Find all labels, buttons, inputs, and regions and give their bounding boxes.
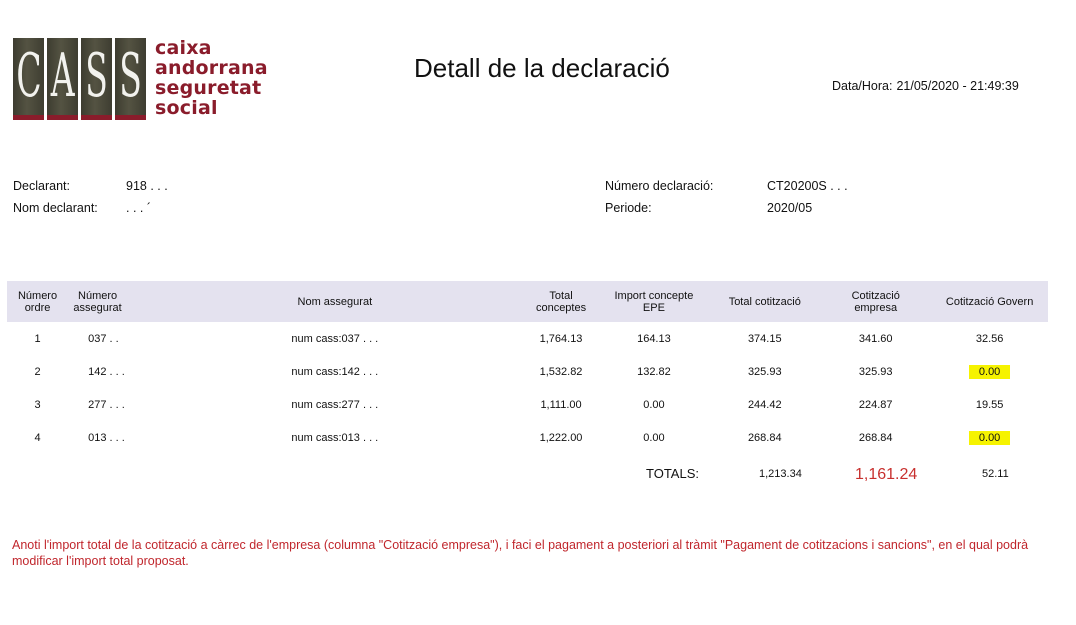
- cell-govern: [931, 421, 1048, 454]
- cell-empresa: 325.93: [858, 365, 893, 378]
- table-body: [7, 322, 1048, 454]
- nom-declarant-label: Nom declarant:: [13, 201, 98, 215]
- logo-line: andorrana: [155, 57, 268, 79]
- header-cotitzacio-empresa: [820, 281, 931, 322]
- logo-line: social: [155, 97, 218, 119]
- logo-tile: [81, 38, 112, 120]
- numero-declaracio-value: CT20200S . . .: [767, 179, 848, 193]
- table-header: [7, 281, 1048, 322]
- highlighted-value: 0.00: [969, 365, 1010, 379]
- cell-epe: 132.82: [637, 365, 671, 378]
- page-title: Detall de la declaració: [414, 53, 670, 83]
- totals-cotitzacio-govern: 52.11: [982, 468, 1009, 480]
- periode-label: Periode:: [605, 201, 652, 215]
- logo-letter: C: [15, 41, 42, 111]
- cell-ordre: 3: [34, 398, 41, 411]
- table-row: [7, 421, 1048, 454]
- declarant-value: 918 . . .: [126, 179, 168, 193]
- cell-total-conceptes: 1,532.82: [539, 365, 583, 378]
- cell-nom: num cass:037 . . .: [291, 332, 379, 345]
- logo-letter: S: [85, 41, 108, 111]
- cell-govern: 19.55: [975, 398, 1004, 411]
- cell-ordre: 4: [34, 431, 41, 444]
- table-header-row: [7, 281, 1048, 322]
- cell-numero: 142 . . .: [88, 365, 125, 378]
- totals-total-cotitzacio: 1,213.34: [759, 468, 802, 480]
- header-text: ordre: [24, 301, 51, 314]
- header-total-conceptes: Total conceptes: [535, 289, 587, 314]
- cell-govern: 32.56: [975, 332, 1004, 345]
- cell-ordre: 1: [34, 332, 41, 345]
- numero-declaracio-row: [605, 179, 848, 201]
- totals-cotitzacio-empresa: 1,161.24: [855, 466, 918, 483]
- cell-numero: 037 . .: [88, 332, 119, 345]
- cell-total-cot: 244.42: [747, 398, 782, 411]
- cell-epe: 164.13: [637, 332, 671, 345]
- header-total-cotitzacio: Total cotització: [728, 295, 801, 308]
- periode-row: [605, 201, 848, 223]
- cell-total-cot: 268.84: [747, 431, 782, 444]
- declarant-row: [13, 179, 168, 201]
- cell-total-conceptes: 1,111.00: [540, 398, 582, 411]
- logo-letter: S: [119, 41, 142, 111]
- header-text: Número: [17, 289, 58, 302]
- header-numero-assegurat: [68, 281, 146, 322]
- declaration-table: [7, 281, 1048, 454]
- logo-tile: [115, 38, 146, 120]
- datetime: [832, 79, 1019, 93]
- cell-empresa: 268.84: [858, 431, 893, 444]
- logo-tile: [13, 38, 44, 120]
- header-cotitzacio-govern: Cotització Govern: [945, 295, 1034, 308]
- cell-numero: 277 . . .: [88, 398, 125, 411]
- header-numero-ordre: [7, 281, 68, 322]
- payment-note: Anoti l'import total de la cotització a càrrec de l'empresa (columna "Cotització empresa"), i faci el pagament a posteriori al tràmit "Pagament de cotitzacions i sancions", en el qual podrà modificar l'import total proposat.: [12, 538, 1029, 568]
- cell-ordre: 2: [34, 365, 41, 378]
- highlighted-value: 0.00: [969, 431, 1010, 445]
- header-text: Import concepte: [614, 289, 694, 302]
- header-import-epe: [599, 281, 710, 322]
- periode-value: 2020/05: [767, 201, 813, 215]
- header-text: assegurat: [73, 301, 122, 314]
- datetime-value: 21/05/2020 - 21:49:39: [896, 79, 1019, 93]
- datetime-label: Data/Hora:: [832, 79, 893, 93]
- cass-logo: [13, 38, 268, 120]
- logo-letter: A: [50, 41, 75, 111]
- cell-epe: 0.00: [643, 398, 665, 411]
- logo-tile: [47, 38, 78, 120]
- header-nom-assegurat: Nom assegurat: [297, 295, 373, 308]
- nom-declarant-value: . . . ´: [126, 201, 151, 215]
- logo-line: seguretat: [155, 77, 262, 99]
- numero-declaracio-label: Número declaració:: [605, 179, 714, 193]
- header-text: Número: [78, 289, 118, 302]
- cell-total-conceptes: 1,764.13: [539, 332, 583, 345]
- logo-tiles: [13, 38, 146, 120]
- cell-epe: 0.00: [643, 431, 665, 444]
- cell-total-conceptes: 1,222.00: [539, 431, 583, 444]
- table-row: [7, 388, 1048, 421]
- logo-line: caixa: [155, 37, 212, 59]
- declaration-info: [605, 179, 848, 223]
- cell-total-cot: 325.93: [747, 365, 782, 378]
- cell-empresa: 341.60: [858, 332, 893, 345]
- table-row: [7, 322, 1048, 355]
- table-row: [7, 355, 1048, 388]
- cell-numero: 013 . . .: [88, 431, 125, 444]
- nom-declarant-row: [13, 201, 168, 223]
- declarant-info: [13, 179, 168, 223]
- cell-nom: num cass:277 . . .: [291, 398, 379, 411]
- cell-nom: num cass:013 . . .: [291, 431, 379, 444]
- header-text: EPE: [642, 301, 665, 314]
- cell-total-cot: 374.15: [747, 332, 782, 345]
- cell-nom: num cass:142 . . .: [291, 365, 379, 378]
- totals-label: TOTALS:: [646, 466, 699, 481]
- cell-empresa: 224.87: [858, 398, 893, 411]
- header-text: empresa: [854, 301, 898, 314]
- header-text: Cotització: [851, 289, 900, 302]
- cell-govern: [931, 355, 1048, 388]
- logo-text: [155, 38, 268, 118]
- declarant-label: Declarant:: [13, 179, 70, 193]
